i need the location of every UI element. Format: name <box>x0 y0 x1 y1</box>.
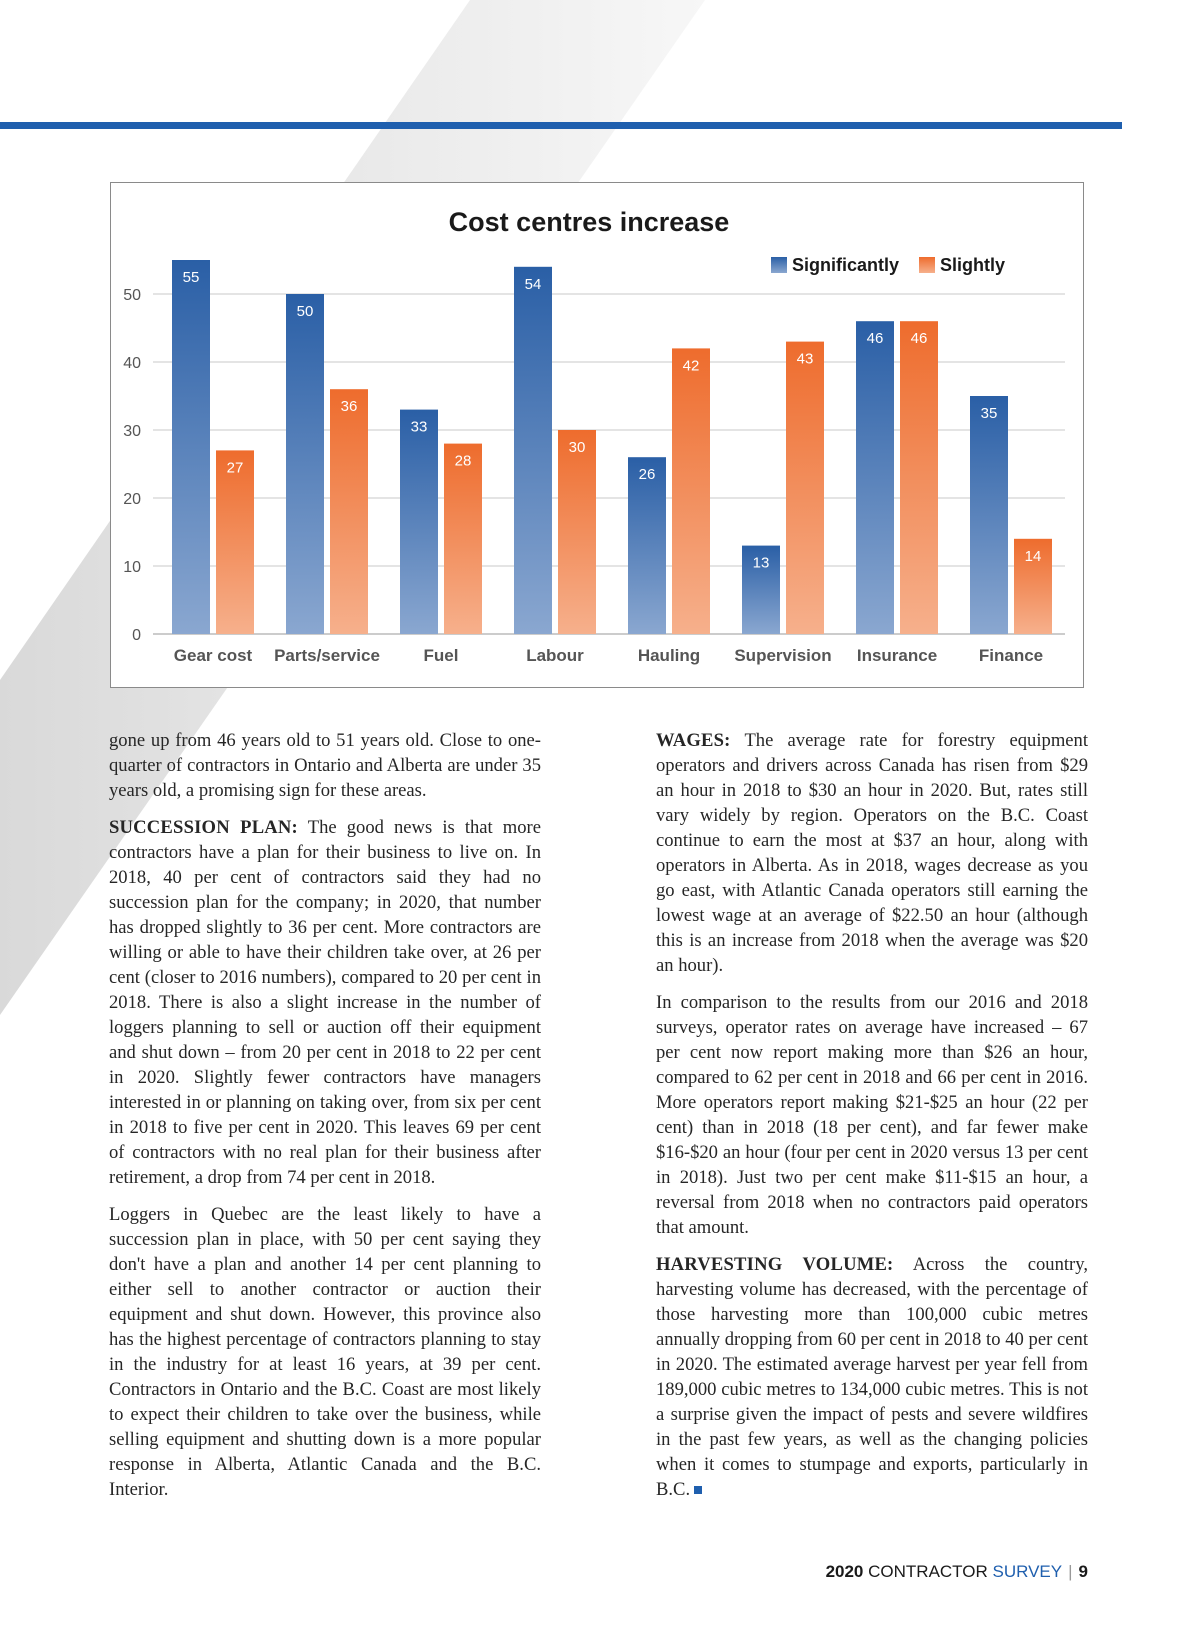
bar-slightly-fuel <box>444 444 482 634</box>
bar-significantly-finance <box>970 396 1008 634</box>
page-footer <box>826 1562 1088 1582</box>
legend-label-significantly: Significantly <box>792 255 900 275</box>
y-tick-label: 40 <box>123 355 141 372</box>
paragraph-text: The good news is that more contractors have a plan for their business to live on. In 2018, 40 per cent of contractors said they had no succession plan for the company; in 2020, that number has dropped slightly to 36 per cent. More contractors are willing or able to have their children take over, at 26 per cent (closer to 2016 numbers), compared to 20 per cent in 2018. There is also a slight increase in the number of loggers planning to sell or auction off their equipment and shut down – from 20 per cent in 2018 to 22 per cent in 2020. Slightly fewer contractors have managers interested in or planning on taking over, from six per cent in 2018 to five per cent in 2020. This leaves 69 per cent of contractors with no real plan for their business after retirement, a drop from 74 per cent in 2018. <box>109 817 542 1188</box>
bar-value-label: 50 <box>296 303 314 320</box>
category-label: Fuel <box>423 646 459 665</box>
bar-value-label: 14 <box>1024 547 1042 565</box>
section-lead: WAGES: <box>656 730 731 751</box>
chart-category-labels <box>174 646 1043 665</box>
legend-swatch-significantly <box>771 257 787 273</box>
bar-significantly-hauling <box>628 457 666 634</box>
category-label: Parts/service <box>274 646 380 665</box>
category-label: Gear cost <box>173 646 253 665</box>
bar-value-label: 13 <box>752 554 770 572</box>
paragraph-text: Across the country, harvesting volume has decreased, with the percentage of those harvesting more than 100,000 cubic metres annually dropping from 60 per cent in 2018 to 40 per cent in 2020. The estimated average harvest per year fell from 189,000 cubic metres to 134,000 cubic metres. This is not a surprise given the impact of pests and severe wildfires in the past few years, as well as the changing policies when it comes to stumpage and exports, particularly in B.C. <box>656 1254 1088 1500</box>
category-label: Finance <box>978 646 1044 665</box>
bar-value-label: 46 <box>910 330 928 348</box>
paragraph-wages <box>656 728 1088 978</box>
bar-value-label: 26 <box>638 466 656 484</box>
bar-slightly-parts-service <box>330 389 368 634</box>
bar-value-label: 36 <box>340 398 358 416</box>
paragraph-text: The average rate for forestry equipment operators and drivers across Canada has risen from $29 an hour in 2018 to $30 an hour in 2020. But, rates still vary widely by region. Operators on the B.C. Coast continue to earn the most at $37 an hour, along with operators in Alberta. As in 2018, wages decrease as you go east, with Atlantic Canada operators still earning the lowest wage at an average of $22.50 an hour (although this is an increase from 2018 when the average was $20 an hour). <box>656 730 1089 976</box>
left-column <box>109 728 541 1514</box>
footer-word-survey: SURVEY <box>992 1562 1063 1581</box>
bar-significantly-parts-service <box>286 294 324 634</box>
chart-title: Cost centres increase <box>448 207 730 237</box>
y-tick-label: 10 <box>123 559 141 576</box>
bar-significantly-fuel <box>400 410 438 634</box>
page-number: 9 <box>1078 1562 1088 1581</box>
legend-swatch-slightly <box>919 257 935 273</box>
category-label: Hauling <box>637 646 701 665</box>
footer-year: 2020 <box>825 1562 864 1581</box>
footer-word-contractor: CONTRACTOR <box>868 1562 988 1581</box>
paragraph: In comparison to the results from our 2016 and 2018 surveys, operator rates on average have increased – 67 per cent now report making more than $26 an hour, compared to 62 per cent in 2018 and 66 per cent in 2016. More operators report making $21-$25 an hour (22 per cent) than in 2018 (18 per cent), and far fewer make $16-$20 an hour (four per cent in 2020 versus 13 per cent in 2018). Just two per cent make $11-$15 an hour, a reversal from 2018 when no contractors paid operators that amount. <box>656 992 1088 1238</box>
paragraph: Loggers in Quebec are the least likely to have a succession plan in place, with 50 per cent saying they don't have a plan and another 14 per cent planning to either sell to another contractor or auction their equipment and shut down. However, this province also has the highest percentage of contractors planning to stay in the industry for at least 16 years, at 39 per cent. Contractors in Ontario and the B.C. Coast are most likely to expect their children to take over the business, while selling equipment and shutting down is a more popular response in Alberta, Atlantic Canada and the B.C. Interior. <box>109 1204 541 1500</box>
chart-panel <box>110 182 1084 688</box>
y-tick-label: 0 <box>132 627 141 644</box>
end-mark-icon <box>694 1486 702 1494</box>
paragraph: gone up from 46 years old to 51 years old. Close to one-quarter of contractors in Ontario and Alberta are under 35 years old, a promising sign for these areas. <box>109 730 541 801</box>
bar-significantly-labour <box>514 267 552 634</box>
legend-label-slightly: Slightly <box>940 255 1006 275</box>
bar-value-label: 46 <box>866 330 884 348</box>
bar-value-label: 33 <box>410 418 428 436</box>
bar-value-label: 55 <box>182 269 200 286</box>
paragraph-harvesting <box>656 1252 1088 1502</box>
bar-slightly-insurance <box>900 321 938 634</box>
footer-divider: | <box>1068 1562 1073 1581</box>
category-label: Labour <box>526 646 584 665</box>
bar-slightly-hauling <box>672 348 710 634</box>
header-rule <box>0 122 1122 129</box>
bar-value-label: 28 <box>454 452 472 470</box>
section-lead: SUCCESSION PLAN: <box>109 817 298 838</box>
paragraph-succession <box>109 815 541 1190</box>
section-lead: HARVESTING VOLUME: <box>656 1254 894 1275</box>
y-tick-label: 50 <box>123 287 141 304</box>
chart-legend <box>771 255 1005 275</box>
bar-slightly-supervision <box>786 342 824 634</box>
bar-slightly-gear-cost <box>216 450 254 634</box>
chart-bars <box>172 260 1052 634</box>
bar-value-label: 30 <box>568 439 586 456</box>
right-column <box>656 728 1088 1514</box>
bar-value-label: 43 <box>796 350 814 368</box>
bar-value-label: 35 <box>980 405 998 422</box>
bar-chart <box>111 183 1085 689</box>
bar-significantly-insurance <box>856 321 894 634</box>
bar-value-label: 27 <box>226 459 244 477</box>
y-tick-label: 20 <box>123 491 141 508</box>
bar-value-label: 54 <box>524 275 542 293</box>
bar-slightly-labour <box>558 430 596 634</box>
bar-value-label: 42 <box>682 357 700 375</box>
y-tick-label: 30 <box>123 423 141 440</box>
category-label: Insurance <box>856 646 938 665</box>
bar-significantly-gear-cost <box>172 260 210 634</box>
category-label: Supervision <box>734 646 832 665</box>
